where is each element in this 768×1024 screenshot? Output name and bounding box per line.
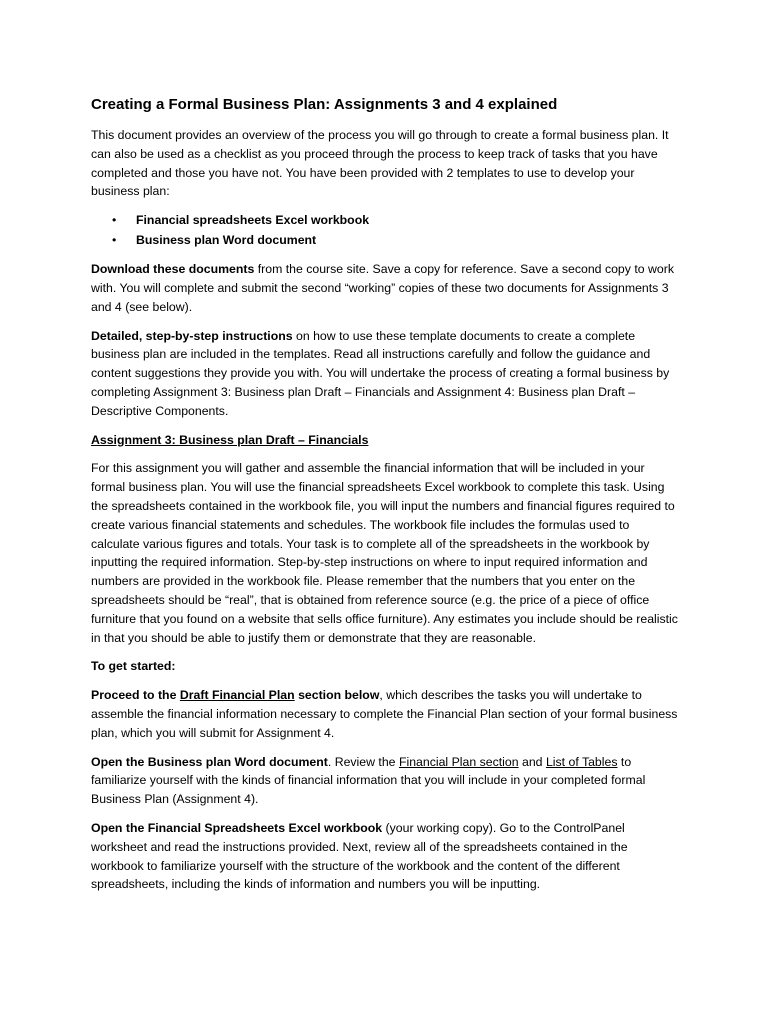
template-list bbox=[91, 211, 678, 250]
open-word-text-2: and bbox=[518, 754, 546, 769]
instructions-text: on how to use these template documents to create a complete business plan are included in the templates. Read all instructions carefully and follow the guidance and content suggestions they provide you with. You will undertake the process of creating a formal business by completing Assignment 3: Business plan Draft – Financials and Assignment 4: Business plan Draft – Descriptive Components. bbox=[91, 328, 670, 418]
open-word-text-3: to familiarize yourself with the kinds of financial information that you will include in your completed formal Business Plan (Assignment 4). bbox=[91, 754, 646, 807]
proceed-text: , which describes the tasks you will undertake to assemble the financial information necessary to complete the Financial Plan section of your formal business plan, which you will submit for Assignment 4. bbox=[91, 688, 678, 740]
list-item-label: Business plan Word document bbox=[136, 232, 317, 247]
download-lead: Download these documents bbox=[91, 262, 255, 277]
open-word-lead: Open the Business plan Word document bbox=[91, 754, 328, 769]
open-word-paragraph bbox=[91, 753, 678, 809]
open-excel-lead: Open the Financial Spreadsheets Excel workbook bbox=[91, 820, 383, 835]
open-excel-text: (your working copy). Go to the ControlPanel worksheet and read the instructions provided. Next, review all of the spreadsheets contained in the workbook to familiarize yourself with the structure of the workbook and the content of the different spreadsheets, including the kinds of information and numbers you will be inputting. bbox=[91, 820, 628, 892]
open-excel-paragraph bbox=[91, 819, 678, 894]
instructions-lead: Detailed, step-by-step instructions bbox=[91, 328, 293, 343]
list-item-label: Financial spreadsheets Excel workbook bbox=[136, 213, 370, 228]
download-paragraph bbox=[91, 260, 678, 316]
financial-plan-section-link[interactable]: Financial Plan section bbox=[398, 754, 519, 769]
list-item bbox=[112, 211, 678, 231]
proceed-lead-end: section below bbox=[294, 688, 380, 703]
assignment3-heading: Assignment 3: Business plan Draft – Financials bbox=[91, 432, 369, 447]
proceed-lead: Proceed to the bbox=[91, 688, 180, 703]
assignment3-paragraph: For this assignment you will gather and assemble the financial information that will be included in your formal business plan. You will use the financial spreadsheets Excel workbook to complete this task. Using the spreadsheets contained in the workbook file, you will input the numbers and financial figures required to create various financial statements and schedules. The workbook file includes the formulas used to calculate various figures and totals. Your task is to complete all of the spreadsheets in the workbook by inputting the required information. Step-by-step instructions on where to input required information and numbers are provided in the workbook file. Please remember that the numbers that you enter on the spreadsheets should be “real”, that is obtained from reference source (e.g. the price of a piece of office furniture that you found on a website that sells office furniture). Any estimates you include should be realistic in that you should be able to justify them or demonstrate that they are reasonable. bbox=[91, 461, 678, 645]
bullet-icon: • bbox=[112, 213, 117, 228]
instructions-paragraph bbox=[91, 327, 678, 421]
open-word-text-1: . Review the bbox=[327, 754, 399, 769]
proceed-paragraph bbox=[91, 686, 678, 742]
get-started-heading: To get started: bbox=[91, 659, 176, 674]
list-of-tables-link[interactable]: List of Tables bbox=[545, 754, 618, 769]
download-text: from the course site. Save a copy for reference. Save a second copy to work with. You will complete and submit the second “working” copies of these two documents for Assignments 3 and 4 (see below). bbox=[91, 262, 674, 314]
document-title: Creating a Formal Business Plan: Assignments 3 and 4 explained bbox=[91, 96, 558, 113]
list-item bbox=[112, 231, 678, 251]
intro-paragraph: This document provides an overview of the process you will go through to create a formal business plan. It can also be used as a checklist as you proceed through the process to keep track of tasks that you have completed and those you have not. You have been provided with 2 templates to use to develop your business plan: bbox=[91, 128, 669, 199]
draft-financial-plan-link[interactable]: Draft Financial Plan bbox=[179, 688, 295, 703]
bullet-icon: • bbox=[112, 232, 117, 247]
